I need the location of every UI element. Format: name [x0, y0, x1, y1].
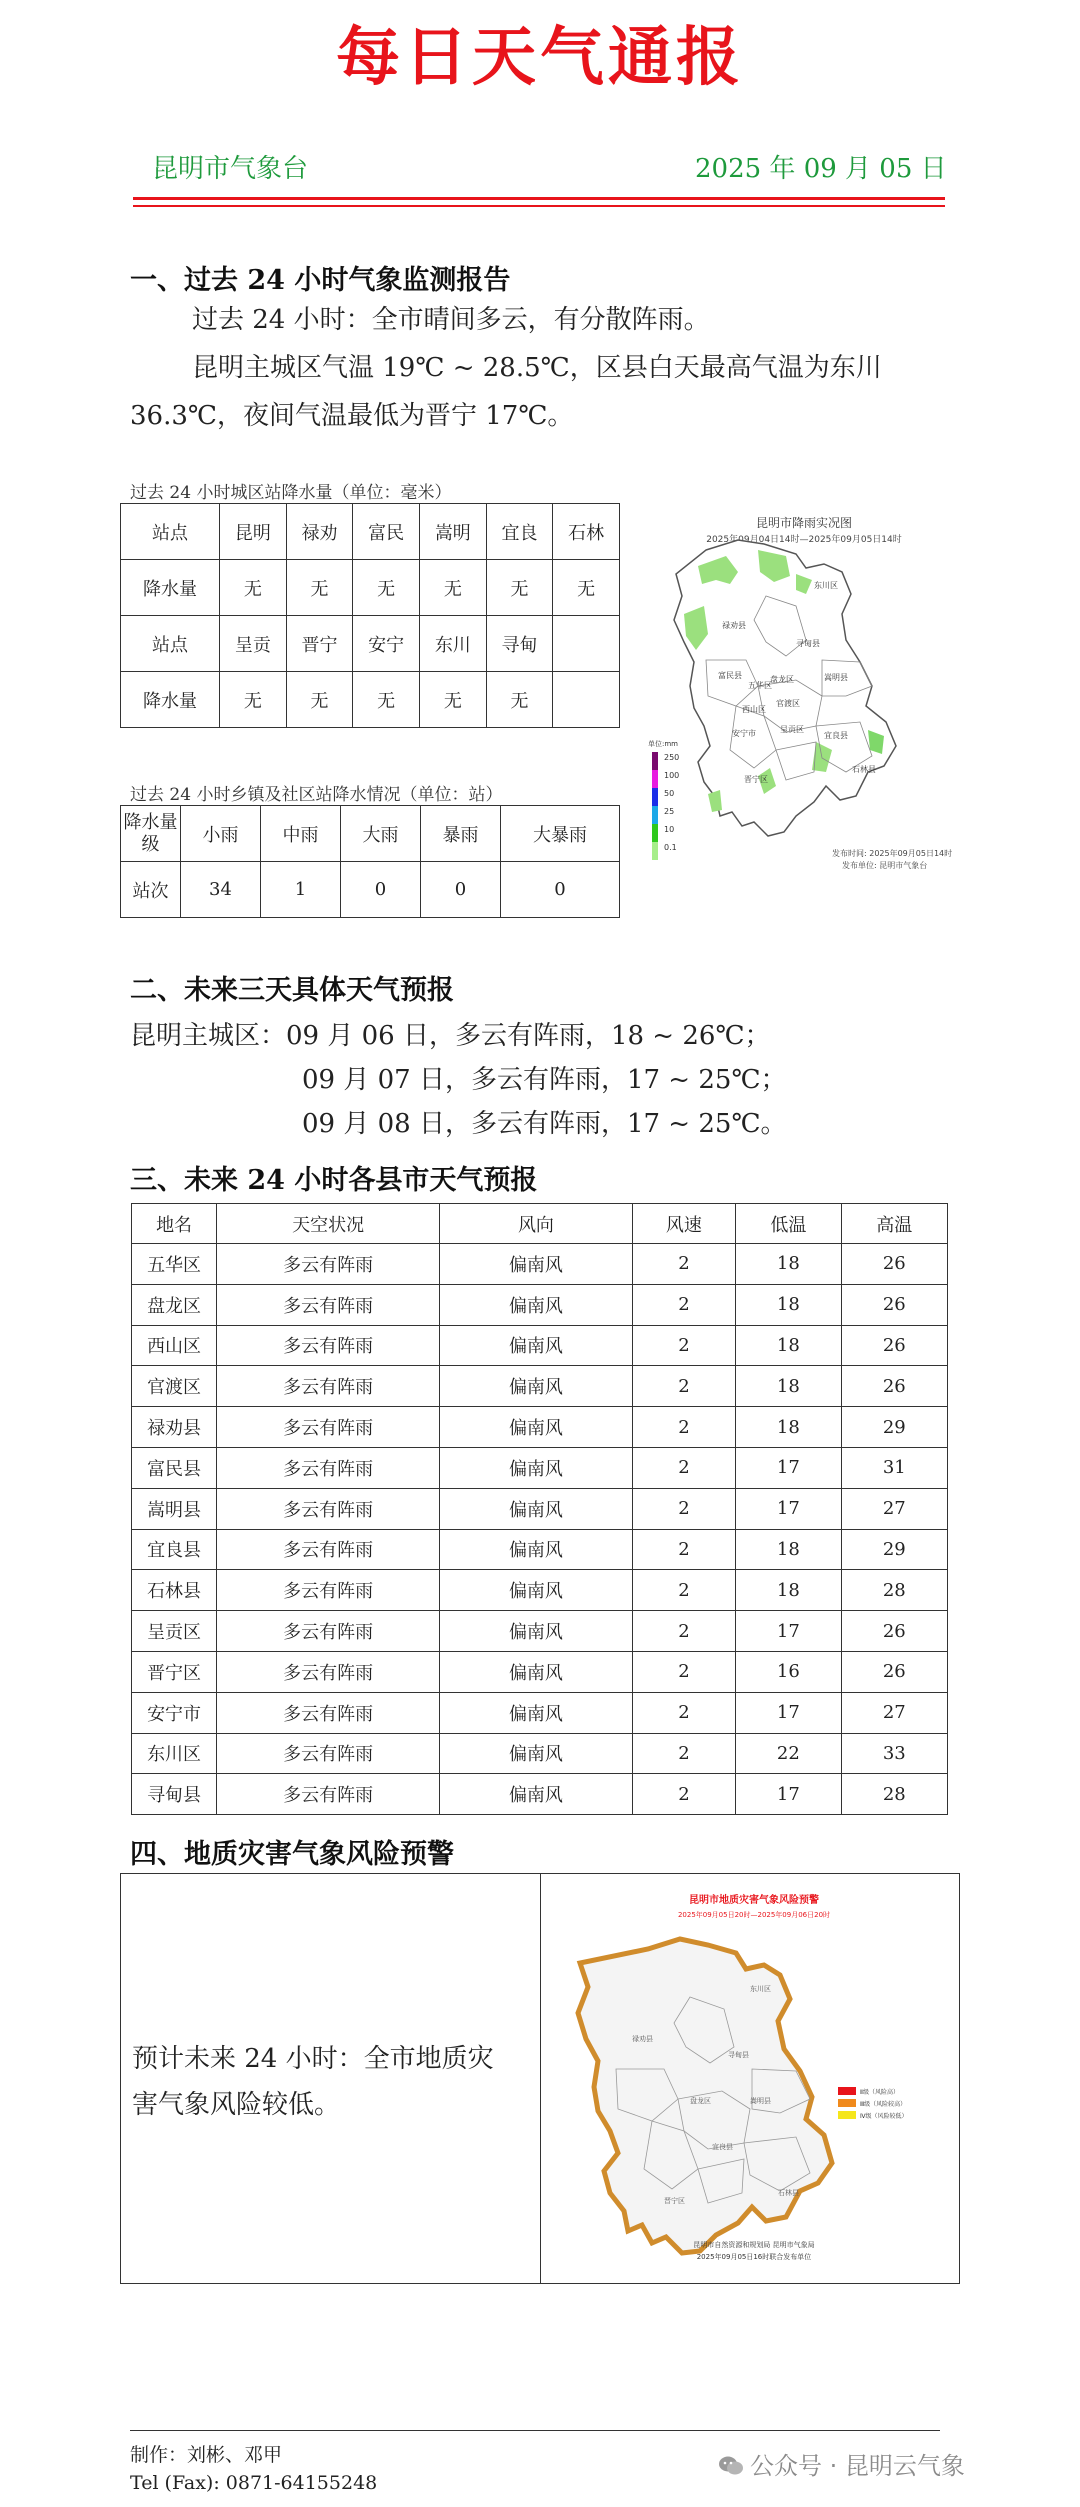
table-cell: 17	[736, 1692, 841, 1733]
table-row	[132, 1733, 948, 1774]
map-label: 盘龙区	[770, 675, 794, 684]
table-cell: 偏南风	[440, 1774, 633, 1815]
table-cell: 多云有阵雨	[217, 1488, 440, 1529]
level-count: 0	[341, 862, 421, 918]
table-row	[132, 1244, 948, 1285]
rain-cell: 东川	[420, 616, 487, 672]
legend-value: 250	[664, 753, 680, 762]
section1-line2: 昆明主城区气温 19℃ ~ 28.5℃，区县白天最高气温为东川	[192, 353, 882, 383]
rain-cell	[553, 672, 620, 728]
table-cell: 18	[736, 1529, 841, 1570]
rainfall-map-title: 昆明市降雨实况图	[755, 516, 852, 530]
table-cell: 18	[736, 1366, 841, 1407]
risk-map-label: 石林县	[778, 2189, 799, 2197]
rain-cell: 无	[286, 560, 353, 616]
risk-map-footer: 2025年09月05日16时联合发布单位	[696, 2253, 812, 2261]
table-row	[132, 1284, 948, 1325]
county-table-header	[132, 1204, 948, 1244]
table-cell: 偏南风	[440, 1325, 633, 1366]
rainfall-map	[646, 510, 962, 888]
column-header: 风速	[632, 1204, 735, 1244]
rain-cell: 石林	[553, 504, 620, 560]
risk-legend-swatch	[838, 2111, 856, 2119]
table-cell: 多云有阵雨	[217, 1774, 440, 1815]
table-cell: 17	[736, 1447, 841, 1488]
rainfall-legend	[652, 752, 679, 860]
forecast-line: 09 月 07 日，多云有阵雨，17 ~ 25℃；	[302, 1065, 787, 1095]
table-cell: 寻甸县	[132, 1774, 217, 1815]
level-header-cell: 中雨	[261, 806, 341, 862]
rain-row-label: 降水量	[121, 560, 220, 616]
risk-map	[540, 1873, 958, 2284]
rain-cell: 无	[286, 672, 353, 728]
table-cell: 嵩明县	[132, 1488, 217, 1529]
level-count: 34	[181, 862, 261, 918]
table-cell: 2	[632, 1284, 735, 1325]
rain-table-row	[121, 560, 620, 616]
map-footer: 发布单位: 昆明市气象台	[842, 861, 928, 870]
table-row	[132, 1407, 948, 1448]
rain-cell: 无	[353, 560, 420, 616]
legend-swatch	[652, 788, 658, 806]
column-header: 低温	[736, 1204, 841, 1244]
table-cell: 多云有阵雨	[217, 1733, 440, 1774]
table-cell: 2	[632, 1570, 735, 1611]
table-cell: 偏南风	[440, 1244, 633, 1285]
table-cell: 多云有阵雨	[217, 1366, 440, 1407]
table-cell: 2	[632, 1244, 735, 1285]
risk-map-label: 禄劝县	[632, 2035, 653, 2043]
table-cell: 宜良县	[132, 1529, 217, 1570]
section1-heading: 一、过去 24 小时气象监测报告	[130, 265, 511, 296]
table-cell: 多云有阵雨	[217, 1651, 440, 1692]
table-cell: 2	[632, 1407, 735, 1448]
section4-heading: 四、地质灾害气象风险预警	[130, 1839, 454, 1870]
table-cell: 多云有阵雨	[217, 1284, 440, 1325]
table-cell: 18	[736, 1407, 841, 1448]
risk-map-subtitle: 2025年09月05日20时—2025年09月06日20时	[677, 1911, 831, 1919]
table-cell: 26	[841, 1284, 947, 1325]
footer-tel: Tel (Fax): 0871-64155248	[130, 2472, 378, 2494]
table-cell: 晋宁区	[132, 1651, 217, 1692]
table-cell: 2	[632, 1366, 735, 1407]
table-cell: 18	[736, 1284, 841, 1325]
table-row	[132, 1447, 948, 1488]
table-row	[132, 1366, 948, 1407]
table-cell: 33	[841, 1733, 947, 1774]
section1-line3: 36.3℃，夜间气温最低为晋宁 17℃。	[130, 401, 574, 431]
level-table	[120, 805, 620, 918]
table-cell: 29	[841, 1529, 947, 1570]
rain-table-row	[121, 504, 620, 560]
table-cell: 17	[736, 1774, 841, 1815]
rain-cell: 昆明	[220, 504, 287, 560]
table-cell: 多云有阵雨	[217, 1692, 440, 1733]
level-count: 0	[421, 862, 501, 918]
section1-line1: 过去 24 小时：全市晴间多云，有分散阵雨。	[192, 305, 710, 335]
rain-cell: 禄劝	[286, 504, 353, 560]
table-cell: 偏南风	[440, 1488, 633, 1529]
wechat-icon	[718, 2455, 744, 2477]
map-label: 嵩明县	[824, 673, 848, 682]
table-cell: 26	[841, 1244, 947, 1285]
map-label: 安宁市	[732, 729, 756, 738]
table-cell: 2	[632, 1488, 735, 1529]
level-table-caption: 过去 24 小时乡镇及社区站降水情况（单位：站）	[130, 785, 503, 805]
table-cell: 官渡区	[132, 1366, 217, 1407]
level-header-cell: 小雨	[181, 806, 261, 862]
table-cell: 2	[632, 1692, 735, 1733]
table-cell: 2	[632, 1733, 735, 1774]
org-name: 昆明市气象台	[152, 154, 309, 184]
level-row-label: 站次	[121, 862, 181, 918]
watermark	[718, 2446, 965, 2481]
level-header-cell: 降水量级	[121, 806, 181, 862]
table-cell: 多云有阵雨	[217, 1611, 440, 1652]
table-cell: 16	[736, 1651, 841, 1692]
table-cell: 多云有阵雨	[217, 1570, 440, 1611]
table-row	[132, 1611, 948, 1652]
table-cell: 17	[736, 1488, 841, 1529]
table-cell: 26	[841, 1651, 947, 1692]
table-cell: 28	[841, 1570, 947, 1611]
table-cell: 偏南风	[440, 1529, 633, 1570]
map-footer: 发布时间: 2025年09月05日14时	[832, 849, 953, 858]
table-cell: 偏南风	[440, 1611, 633, 1652]
risk-map-label: 盘龙区	[690, 2097, 711, 2105]
map-label: 富民县	[718, 671, 742, 680]
table-cell: 西山区	[132, 1325, 217, 1366]
rain-cell: 无	[486, 672, 553, 728]
section2-heading: 二、未来三天具体天气预报	[130, 975, 454, 1006]
table-cell: 偏南风	[440, 1570, 633, 1611]
table-cell: 2	[632, 1325, 735, 1366]
risk-map-label: 晋宁区	[664, 2197, 685, 2205]
table-cell: 五华区	[132, 1244, 217, 1285]
rain-table-row	[121, 672, 620, 728]
rainfall-map-graphic	[646, 510, 962, 888]
table-cell: 偏南风	[440, 1447, 633, 1488]
table-cell: 偏南风	[440, 1692, 633, 1733]
table-cell: 27	[841, 1692, 947, 1733]
map-label: 晋宁区	[744, 775, 768, 784]
risk-legend-swatch	[838, 2087, 856, 2095]
table-cell: 31	[841, 1447, 947, 1488]
rain-cell: 无	[486, 560, 553, 616]
rain-cell: 无	[353, 672, 420, 728]
rain-cell: 无	[420, 560, 487, 616]
forecast-line: 09 月 08 日，多云有阵雨，17 ~ 25℃。	[302, 1109, 787, 1139]
table-cell: 呈贡区	[132, 1611, 217, 1652]
rain-cell: 无	[220, 672, 287, 728]
rain-cell: 无	[220, 560, 287, 616]
legend-swatch	[652, 770, 658, 788]
legend-swatch	[652, 752, 658, 770]
table-cell: 偏南风	[440, 1733, 633, 1774]
legend-swatch	[652, 806, 658, 824]
risk-legend-label: Ⅳ级（风险较低）	[860, 2113, 908, 2120]
risk-text	[132, 2036, 494, 2128]
page-title: 每日天气通报	[336, 20, 744, 95]
risk-map-graphic	[540, 1873, 958, 2284]
table-row	[132, 1325, 948, 1366]
risk-map-label: 东川区	[750, 1985, 771, 1993]
level-count: 0	[501, 862, 620, 918]
legend-value: 100	[664, 771, 680, 780]
table-cell: 石林县	[132, 1570, 217, 1611]
table-cell: 2	[632, 1774, 735, 1815]
table-cell: 盘龙区	[132, 1284, 217, 1325]
map-label: 禄劝县	[722, 621, 746, 630]
map-label: 东川区	[814, 581, 838, 590]
rain-cell	[553, 616, 620, 672]
rain-row-label: 降水量	[121, 672, 220, 728]
column-header: 天空状况	[217, 1204, 440, 1244]
level-count: 1	[261, 862, 341, 918]
table-cell: 27	[841, 1488, 947, 1529]
risk-legend-label: Ⅱ级（风险高）	[860, 2089, 899, 2096]
section3-heading: 三、未来 24 小时各县市天气预报	[130, 1165, 538, 1196]
rain-row-label: 站点	[121, 616, 220, 672]
table-cell: 22	[736, 1733, 841, 1774]
risk-map-label: 宜良县	[712, 2143, 733, 2151]
rain-cell: 宜良	[486, 504, 553, 560]
risk-legend-label: Ⅲ级（风险较高）	[860, 2101, 907, 2108]
rain-table-row	[121, 616, 620, 672]
table-cell: 多云有阵雨	[217, 1529, 440, 1570]
rain-cell: 安宁	[353, 616, 420, 672]
table-cell: 偏南风	[440, 1366, 633, 1407]
map-label: 五华区	[748, 681, 772, 690]
rain-cell: 嵩明	[420, 504, 487, 560]
map-label: 西山区	[742, 705, 766, 714]
header-rule-thin	[133, 205, 945, 207]
legend-swatch	[652, 824, 658, 842]
table-cell: 28	[841, 1774, 947, 1815]
table-cell: 富民县	[132, 1447, 217, 1488]
risk-map-label: 嵩明县	[750, 2097, 771, 2105]
table-cell: 禄劝县	[132, 1407, 217, 1448]
legend-value: 0.1	[664, 843, 677, 852]
level-header-cell: 暴雨	[421, 806, 501, 862]
risk-map-label: 寻甸县	[728, 2051, 749, 2059]
map-label: 官渡区	[776, 699, 800, 708]
rain-cell: 晋宁	[286, 616, 353, 672]
table-cell: 东川区	[132, 1733, 217, 1774]
risk-legend	[838, 2087, 908, 2120]
table-cell: 多云有阵雨	[217, 1407, 440, 1448]
table-cell: 26	[841, 1611, 947, 1652]
table-row	[132, 1488, 948, 1529]
risk-text-line: 预计未来 24 小时：全市地质灾	[132, 2044, 494, 2074]
table-cell: 17	[736, 1611, 841, 1652]
column-header: 风向	[440, 1204, 633, 1244]
table-cell: 2	[632, 1529, 735, 1570]
legend-value: 50	[664, 789, 675, 798]
table-row	[132, 1774, 948, 1815]
header-rule	[133, 197, 945, 200]
level-header-cell: 大雨	[341, 806, 421, 862]
column-header: 地名	[132, 1204, 217, 1244]
map-label: 呈贡区	[780, 725, 804, 734]
table-cell: 26	[841, 1325, 947, 1366]
risk-map-footer: 昆明市自然资源和规划局 昆明市气象局	[693, 2241, 815, 2249]
footer-made-by: 制作：刘彬、邓甲	[130, 2444, 283, 2466]
map-label: 石林县	[852, 765, 876, 774]
watermark-text: 公众号 · 昆明云气象	[750, 2452, 965, 2480]
report-date: 2025 年 09 月 05 日	[695, 154, 947, 184]
table-cell: 偏南风	[440, 1651, 633, 1692]
rain-row-label: 站点	[121, 504, 220, 560]
column-header: 高温	[841, 1204, 947, 1244]
table-cell: 2	[632, 1611, 735, 1652]
table-row	[132, 1570, 948, 1611]
footer-rule	[130, 2430, 940, 2431]
risk-text-line: 害气象风险较低。	[132, 2090, 341, 2120]
rain-cell: 无	[553, 560, 620, 616]
county-forecast-table	[131, 1203, 948, 1815]
table-cell: 多云有阵雨	[217, 1325, 440, 1366]
forecast-line: 昆明主城区：09 月 06 日，多云有阵雨，18 ~ 26℃；	[130, 1021, 771, 1051]
rain-cell: 无	[420, 672, 487, 728]
level-header-cell: 大暴雨	[501, 806, 620, 862]
table-cell: 多云有阵雨	[217, 1447, 440, 1488]
table-cell: 2	[632, 1447, 735, 1488]
rainfall-map-subtitle: 2025年09月04日14时—2025年09月05日14时	[706, 535, 902, 545]
table-cell: 18	[736, 1325, 841, 1366]
risk-legend-swatch	[838, 2099, 856, 2107]
table-cell: 2	[632, 1651, 735, 1692]
table-cell: 18	[736, 1244, 841, 1285]
table-cell: 18	[736, 1570, 841, 1611]
map-label: 寻甸县	[796, 639, 820, 648]
table-row	[132, 1529, 948, 1570]
legend-value: 10	[664, 825, 675, 834]
rain-cell: 富民	[353, 504, 420, 560]
legend-swatch	[652, 842, 658, 860]
rain-cell: 呈贡	[220, 616, 287, 672]
table-cell: 26	[841, 1366, 947, 1407]
risk-map-title: 昆明市地质灾害气象风险预警	[689, 1895, 819, 1906]
table-cell: 安宁市	[132, 1692, 217, 1733]
rain-table-caption: 过去 24 小时城区站降水量（单位：毫米）	[130, 483, 452, 503]
table-cell: 偏南风	[440, 1407, 633, 1448]
table-row	[132, 1651, 948, 1692]
table-cell: 多云有阵雨	[217, 1244, 440, 1285]
rain-cell: 寻甸	[486, 616, 553, 672]
table-row	[132, 1692, 948, 1733]
table-cell: 29	[841, 1407, 947, 1448]
legend-title: 单位:mm	[648, 740, 678, 748]
map-label: 宜良县	[824, 731, 848, 740]
rain-table	[120, 503, 620, 728]
legend-value: 25	[664, 807, 675, 816]
table-cell: 偏南风	[440, 1284, 633, 1325]
